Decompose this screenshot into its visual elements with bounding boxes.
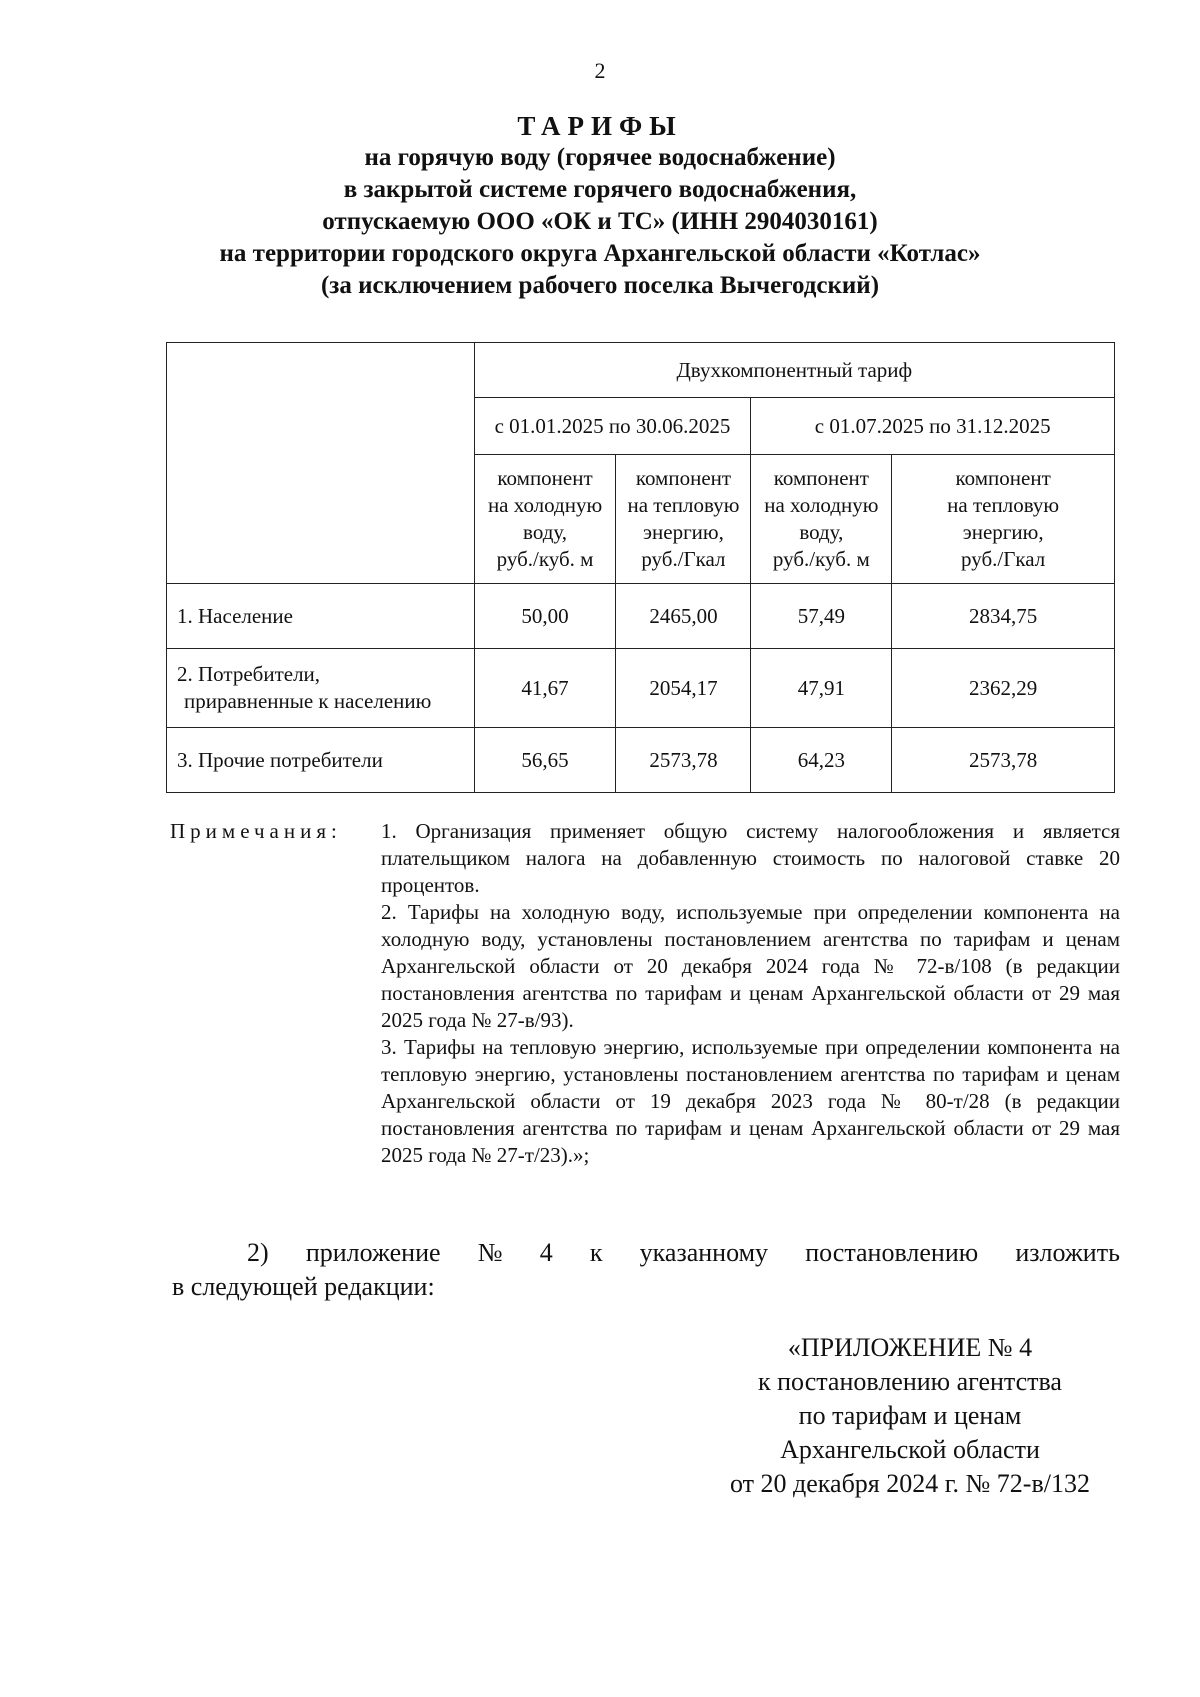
document-title bbox=[150, 110, 1050, 302]
header-component-heat-energy: компонент на тепловую энергию, руб./Гкал bbox=[616, 455, 751, 584]
title-line: на горячую воду (горячее водоснабжение) bbox=[364, 144, 836, 171]
value-cell: 57,49 bbox=[751, 584, 892, 649]
table-row bbox=[167, 584, 1115, 649]
value-cell: 2573,78 bbox=[892, 728, 1115, 793]
title-line: на территории городского округа Архангельской области «Котлас» bbox=[219, 240, 981, 267]
value-cell: 2834,75 bbox=[892, 584, 1115, 649]
value-cell: 50,00 bbox=[474, 584, 616, 649]
row-category: 2. Потребители, приравненные к населению bbox=[167, 649, 475, 728]
page-number: 2 bbox=[594, 58, 606, 83]
paragraph-line: 2) приложение № 4 к указанному постановлению изложить bbox=[247, 1238, 1120, 1267]
notes-label: Примечания: bbox=[170, 819, 342, 843]
header-period-1: с 01.01.2025 по 30.06.2025 bbox=[474, 398, 751, 455]
header-component-heat-energy: компонент на тепловую энергию, руб./Гкал bbox=[892, 455, 1115, 584]
tariff-table bbox=[166, 342, 1115, 793]
notes-body bbox=[381, 818, 1120, 1169]
title-main: ТАРИФЫ bbox=[517, 111, 683, 141]
title-line: (за исключением рабочего поселка Вычегодский) bbox=[320, 272, 880, 299]
instruction-paragraph bbox=[172, 1236, 1120, 1304]
value-cell: 56,65 bbox=[474, 728, 616, 793]
value-cell: 64,23 bbox=[751, 728, 892, 793]
paragraph-line: в следующей редакции: bbox=[172, 1272, 435, 1301]
appendix-heading bbox=[680, 1331, 1140, 1501]
appendix-line: «ПРИЛОЖЕНИЕ № 4 bbox=[787, 1333, 1033, 1362]
appendix-line: по тарифам и ценам bbox=[798, 1401, 1022, 1430]
appendix-line: к постановлению агентства bbox=[758, 1367, 1062, 1396]
header-period-2: с 01.07.2025 по 31.12.2025 bbox=[751, 398, 1115, 455]
title-line: отпускаемую ООО «ОК и ТС» (ИНН 2904030161) bbox=[322, 208, 878, 235]
table-row bbox=[167, 649, 1115, 728]
value-cell: 2573,78 bbox=[616, 728, 751, 793]
table-row bbox=[167, 728, 1115, 793]
value-cell: 2054,17 bbox=[616, 649, 751, 728]
title-line: в закрытой системе горячего водоснабжения, bbox=[343, 176, 857, 203]
appendix-line: Архангельской области bbox=[780, 1435, 1040, 1464]
row-category: 1. Население bbox=[167, 584, 475, 649]
appendix-line: от 20 декабря 2024 г. № 72-в/132 bbox=[730, 1469, 1090, 1498]
value-cell: 41,67 bbox=[474, 649, 616, 728]
row-category: 3. Прочие потребители bbox=[167, 728, 475, 793]
header-component-cold-water: компонент на холодную воду, руб./куб. м bbox=[751, 455, 892, 584]
empty-header-cell bbox=[167, 343, 475, 584]
value-cell: 2362,29 bbox=[892, 649, 1115, 728]
value-cell: 2465,00 bbox=[616, 584, 751, 649]
note-item: 2. Тарифы на холодную воду, используемые при определении компонента на холодную воду, установлены постановлением агентства по тарифам и ценам Архангельской области от 20 декабря 2024 года № 72-в/108 (в редакции постановления агентства по тарифам и ценам Архангельской области от 29 мая 2025 года № 27-в/93). bbox=[381, 900, 1120, 1032]
header-component-cold-water: компонент на холодную воду, руб./куб. м bbox=[474, 455, 616, 584]
note-item: 3. Тарифы на тепловую энергию, используемые при определении компонента на тепловую энергию, установлены постановлением агентства по тарифам и ценам Архангельской области от 19 декабря 2023 года № 80-т/28 (в редакции постановления агентства по тарифам и ценам Архангельской области от 29 мая 2025 года № 27-т/23).»; bbox=[381, 1035, 1120, 1167]
value-cell: 47,91 bbox=[751, 649, 892, 728]
header-two-component-tariff: Двухкомпонентный тариф bbox=[474, 343, 1114, 398]
note-item: 1. Организация применяет общую систему налогообложения и является плательщиком налога на добавленную стоимость по налоговой ставке 20 процентов. bbox=[381, 819, 1120, 897]
